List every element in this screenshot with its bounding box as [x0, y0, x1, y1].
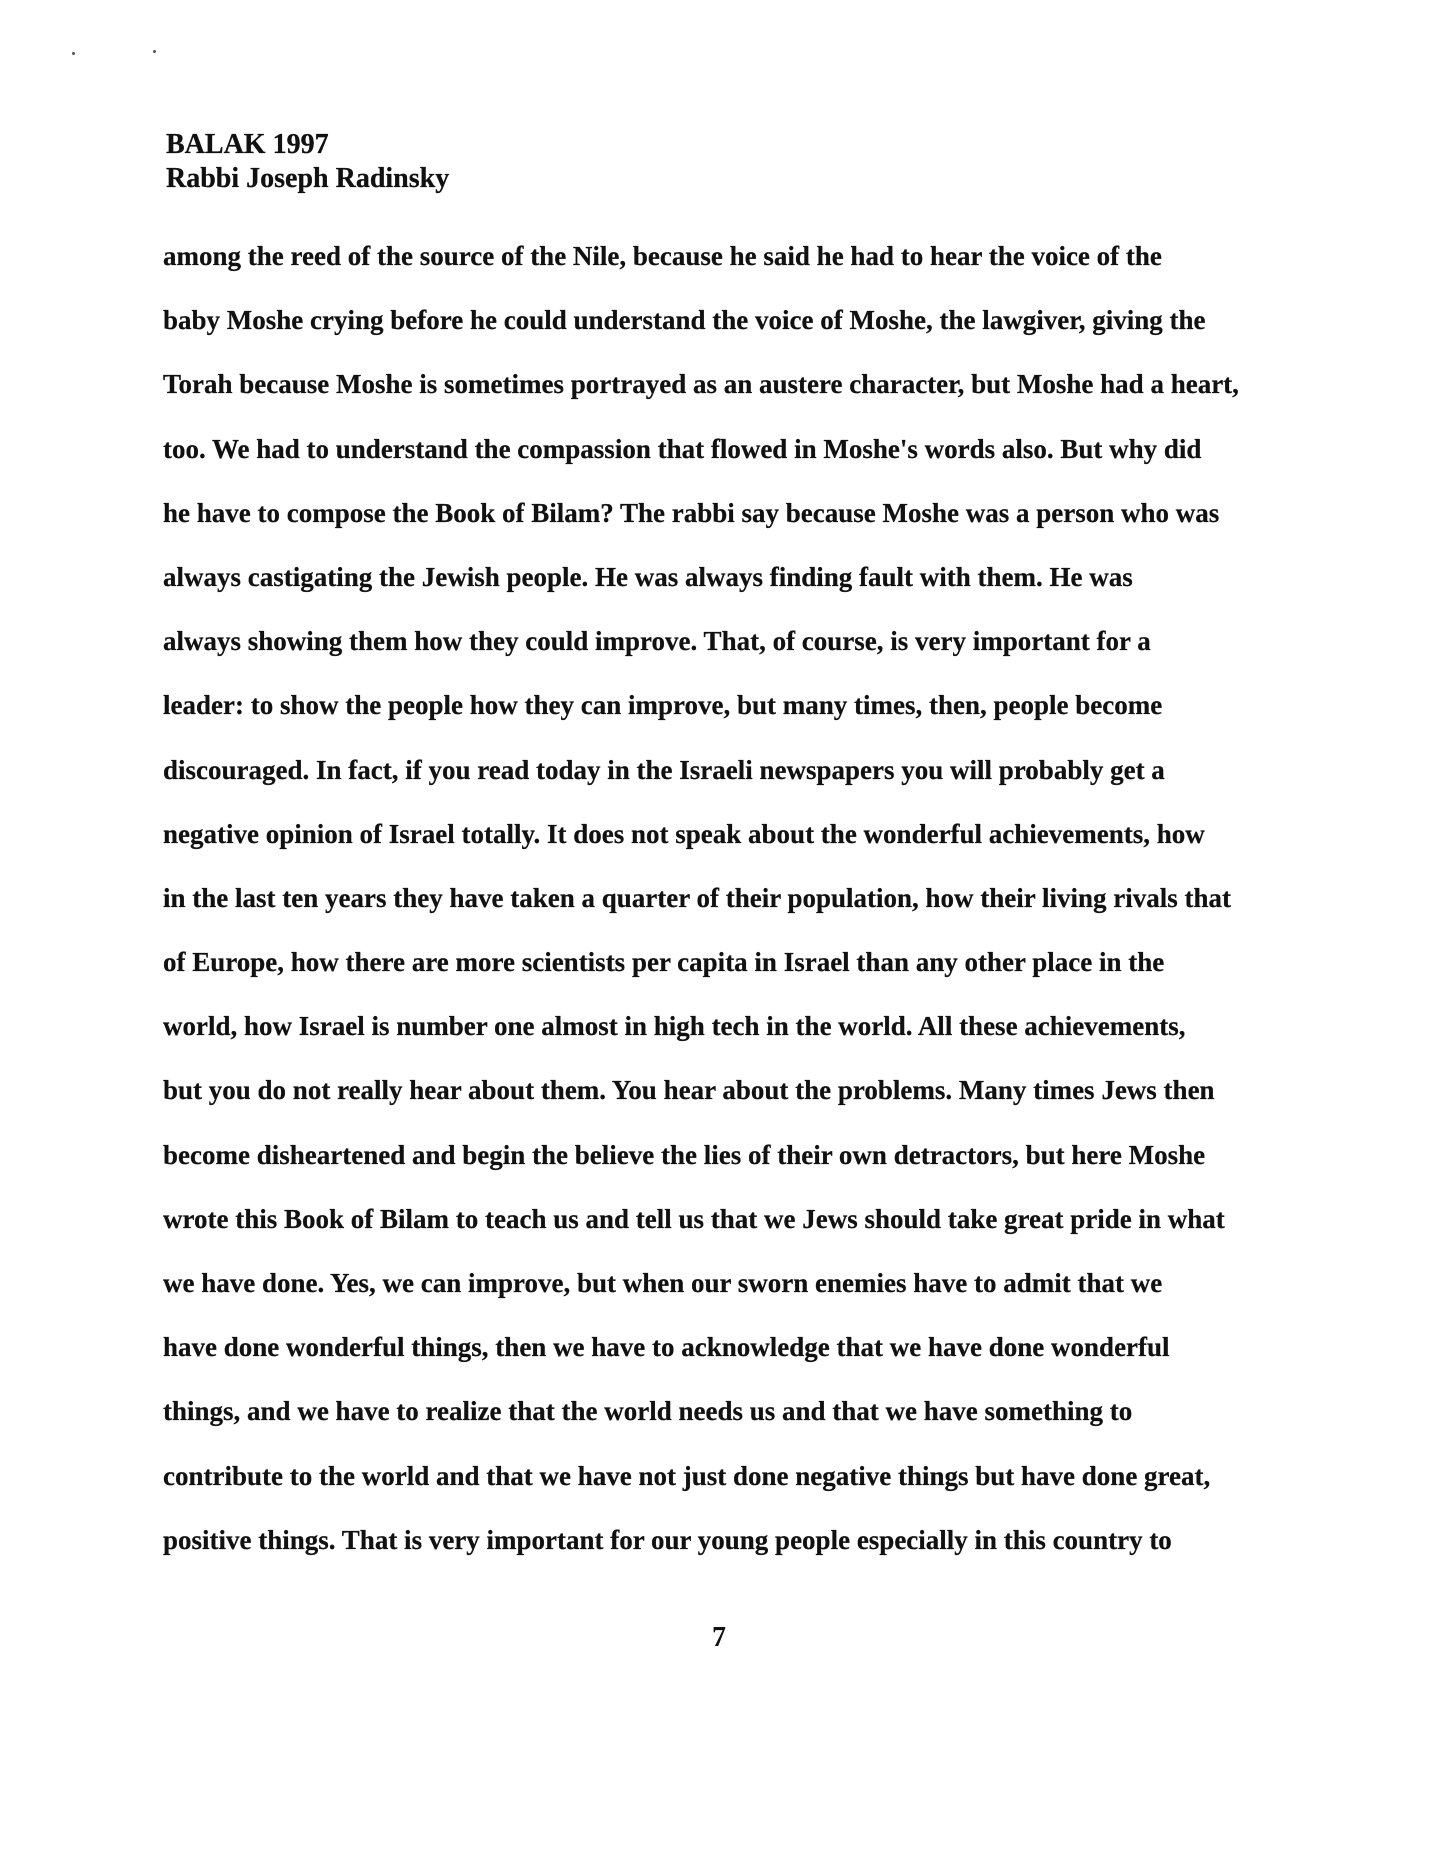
- text-line: but you do not really hear about them. You hear about the problems. Many times Jews then: [163, 1075, 1215, 1106]
- text-line: discouraged. In fact, if you read today in the Israeli newspapers you will probably get a: [163, 754, 1165, 785]
- text-line: world, how Israel is number one almost in high tech in the world. All these achievements,: [163, 1011, 1186, 1042]
- text-line: we have done. Yes, we can improve, but when our sworn enemies have to admit that we: [163, 1268, 1163, 1298]
- body-text: [163, 224, 1273, 1572]
- document-author: Rabbi Joseph Radinsky: [166, 163, 450, 194]
- text-line: of Europe, how there are more scientists per capita in Israel than any other place in the: [163, 947, 1165, 978]
- text-line: Torah because Moshe is sometimes portrayed as an austere character, but Moshe had a heart,: [163, 369, 1239, 400]
- text-line: things, and we have to realize that the world needs us and that we have something to: [163, 1396, 1133, 1427]
- text-line: always showing them how they could improve. That, of course, is very important for a: [163, 626, 1151, 657]
- text-line: he have to compose the Book of Bilam? The rabbi say because Moshe was a person who was: [163, 497, 1220, 528]
- document-title: BALAK 1997: [166, 129, 329, 160]
- text-line: negative opinion of Israel totally. It does not speak about the wonderful achievements, how: [163, 818, 1205, 849]
- text-line: leader: to show the people how they can improve, but many times, then, people become: [163, 690, 1163, 721]
- scan-artifact-dot: [153, 50, 156, 53]
- text-line: among the reed of the source of the Nile, because he said he had to hear the voice of the: [163, 241, 1162, 271]
- document-header: [166, 128, 449, 196]
- text-line: baby Moshe crying before he could understand the voice of Moshe, the lawgiver, giving the: [163, 305, 1206, 336]
- text-line: positive things. That is very important for our young people especially in this country to: [163, 1524, 1172, 1555]
- text-line: have done wonderful things, then we have to acknowledge that we have done wonderful: [163, 1332, 1170, 1363]
- text-line: contribute to the world and that we have not just done negative things but have done great,: [163, 1460, 1211, 1491]
- page-number: 7: [712, 1622, 726, 1653]
- text-line: too. We had to understand the compassion that flowed in Moshe's words also. But why did: [163, 433, 1202, 464]
- text-line: always castigating the Jewish people. He was always finding fault with them. He was: [163, 561, 1133, 592]
- text-line: become disheartened and begin the believe the lies of their own detractors, but here Moshe: [163, 1139, 1206, 1170]
- scan-artifact-dot: [72, 52, 75, 55]
- text-line: wrote this Book of Bilam to teach us and tell us that we Jews should take great pride in what: [163, 1203, 1225, 1234]
- text-line: in the last ten years they have taken a quarter of their population, how their living rivals that: [163, 882, 1232, 913]
